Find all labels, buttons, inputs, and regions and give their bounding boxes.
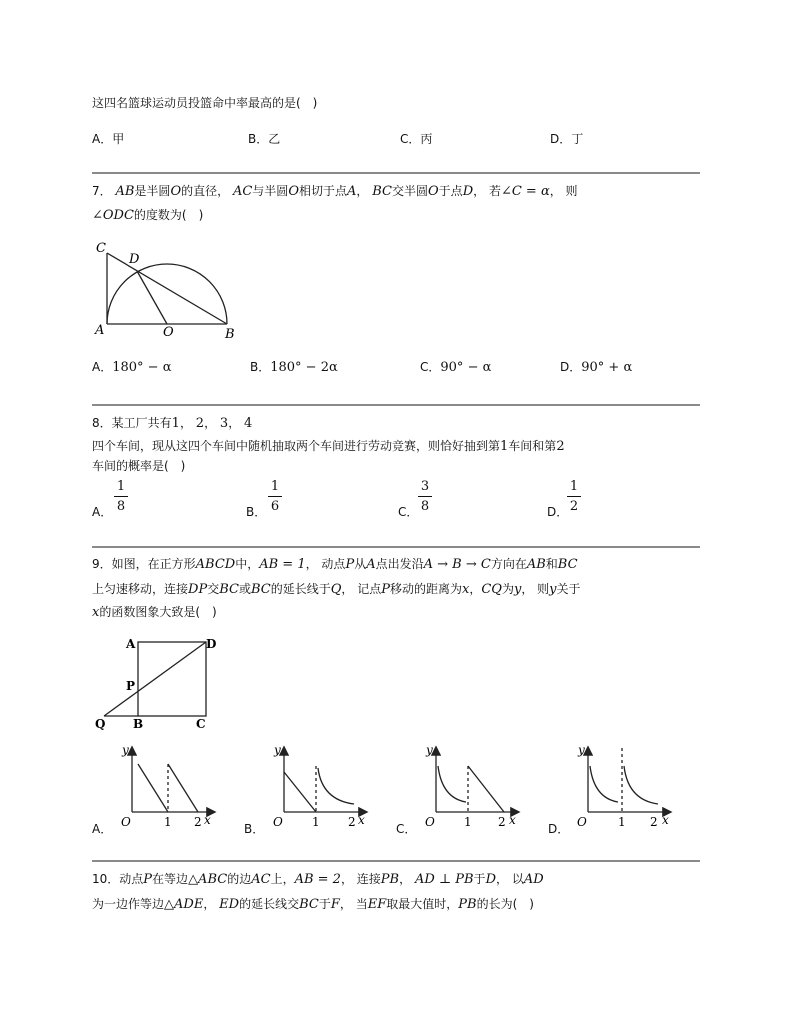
numerator: 1 <box>270 479 280 494</box>
q8-math: 2 <box>556 439 565 454</box>
q7-text: 于点 <box>438 184 463 198</box>
origin-label: O <box>425 815 435 829</box>
q7-line1 <box>92 182 578 199</box>
option-label: B． <box>246 505 267 519</box>
q10-math: BC <box>299 897 319 912</box>
label-b: B <box>133 717 144 731</box>
q7-text: 的度数为( ) <box>133 208 204 222</box>
q10-math: D <box>485 872 496 887</box>
q8-math: 2 <box>195 416 205 431</box>
q8-text: ， <box>179 416 192 430</box>
q9-math: Q <box>330 582 342 597</box>
q6-option-b[interactable]: B．乙 <box>248 132 281 146</box>
q9-text: 上匀速移动，连接 <box>92 582 189 596</box>
square-abcd <box>138 642 206 716</box>
q9-text: 的延长线于 <box>270 582 331 596</box>
q9-text: 如图，在正方形 <box>111 557 196 571</box>
q9-text: 或 <box>238 582 251 596</box>
q10-text: ， 以 <box>496 872 524 886</box>
q6-option-a[interactable]: A．甲 <box>92 132 125 146</box>
q8-text: 四个车间，现从这四个车间中随机抽取两个车间进行劳动竞赛，则恰好抽到第 <box>92 439 501 453</box>
y-label: y <box>578 743 585 757</box>
q8-text: ， <box>204 416 217 430</box>
q9-graph-b[interactable] <box>262 742 372 832</box>
q6-option-c[interactable]: C．丙 <box>400 132 433 146</box>
option-value: 90° + α <box>581 360 633 375</box>
q9-math: CQ <box>481 582 502 597</box>
fraction <box>567 479 581 514</box>
origin-label: O <box>121 815 131 829</box>
q10-math: F <box>330 897 340 912</box>
q8-math: 1 <box>171 416 180 431</box>
origin-label: O <box>273 815 283 829</box>
label-b: B <box>225 327 235 342</box>
q7-math: O <box>288 184 299 199</box>
label-c: C <box>196 717 206 731</box>
option-value: 180° − α <box>112 360 172 375</box>
q9-text: 从 <box>354 557 367 571</box>
curve-segment-1 <box>590 766 618 802</box>
q9-math: DP <box>188 582 208 597</box>
y-label: y <box>274 743 281 757</box>
q7-text: 与半圆 <box>252 184 289 198</box>
curve-segment-1 <box>438 766 466 802</box>
q9-math: AB <box>526 557 546 572</box>
divider <box>92 404 700 406</box>
segment-dq <box>104 642 206 716</box>
q8-math: 3 <box>219 416 229 431</box>
q10-line1 <box>92 870 544 887</box>
x-label: x <box>358 813 365 827</box>
q7-line2 <box>92 206 203 223</box>
tick-2: 2 <box>498 815 506 829</box>
option-label: A． <box>92 360 113 374</box>
q9-option-a[interactable]: A． <box>92 822 113 836</box>
label-d: D <box>129 252 140 267</box>
q10-text: 上， <box>270 872 295 886</box>
q9-text: ， 动点 <box>305 557 346 571</box>
option-label: C． <box>398 505 419 519</box>
q6-option-d[interactable]: D．丁 <box>550 132 584 146</box>
label-c: C <box>96 241 106 256</box>
q10-math: AD <box>523 872 544 887</box>
q10-math: P <box>143 872 153 887</box>
q7-text: 交半圆 <box>391 184 428 198</box>
denominator: 6 <box>270 499 280 514</box>
q9-text: 关于 <box>556 582 581 596</box>
q9-text: ， <box>469 582 482 596</box>
q9-text: 点出发沿 <box>375 557 424 571</box>
q9-text: 为 <box>501 582 514 596</box>
fraction-bar <box>567 496 581 497</box>
label-o: O <box>163 325 174 340</box>
q10-text: ， <box>399 872 412 886</box>
curve-segment-2 <box>624 766 658 804</box>
y-label: y <box>426 743 433 757</box>
option-label: D． <box>547 505 569 519</box>
label-a: A <box>126 637 136 651</box>
q7-text: ， 若 <box>473 184 501 198</box>
q7-math: ∠ODC <box>92 208 134 223</box>
q7-math: BC <box>372 184 392 199</box>
q9-math: BC <box>557 557 578 572</box>
q10-text: ， <box>203 897 216 911</box>
q10-text: 于 <box>318 897 331 911</box>
q7-math: ∠C = α <box>500 184 550 199</box>
q9-text: ， 则 <box>521 582 550 596</box>
tick-1: 1 <box>312 815 320 829</box>
q9-math: BC <box>250 582 271 597</box>
denominator: 2 <box>569 499 579 514</box>
q10-math: PB <box>380 872 400 887</box>
q10-text: 于 <box>473 872 486 886</box>
divider <box>92 546 700 548</box>
q8-line2 <box>92 437 565 454</box>
q7-math: O <box>170 184 182 199</box>
curve-segment-2 <box>318 768 354 804</box>
q9-text: 的函数图象大致是( ) <box>99 605 217 619</box>
q7-option-b[interactable] <box>250 358 338 375</box>
q9-line3 <box>92 603 217 620</box>
q9-option-c[interactable]: C． <box>396 822 417 836</box>
semicircle <box>107 264 227 324</box>
x-label: x <box>662 813 669 827</box>
q9-option-b[interactable]: B． <box>244 822 265 836</box>
denominator: 8 <box>420 499 430 514</box>
tick-1: 1 <box>164 815 172 829</box>
q8-text: ， <box>228 416 241 430</box>
q10-math: AC <box>251 872 271 887</box>
q9-math: A <box>366 557 376 572</box>
q8-line3: 车间的概率是( ) <box>92 459 186 473</box>
q10-text: ， 连接 <box>340 872 381 886</box>
q9-figure <box>92 632 222 732</box>
q10-text: 取最大值时， <box>386 897 459 911</box>
q10-math: △ABC <box>188 872 228 887</box>
q8-text: 某工厂共有 <box>111 416 172 430</box>
q9-text: 和 <box>545 557 558 571</box>
q9-math: x <box>462 582 470 597</box>
origin-label: O <box>577 815 587 829</box>
q10-text: 在等边 <box>152 872 189 886</box>
q9-math: A → B → C <box>423 557 491 572</box>
curve-segment-1 <box>284 772 316 812</box>
q9-math: AB = 1 <box>259 557 306 572</box>
q9-math: x <box>92 605 100 620</box>
q9-math: P <box>345 557 355 572</box>
fraction <box>418 479 432 514</box>
label-q: Q <box>95 717 106 731</box>
denominator: 8 <box>116 499 126 514</box>
q9-text: 方向在 <box>490 557 527 571</box>
q10-text: 为一边作等边 <box>92 897 165 911</box>
q10-math: EF <box>367 897 387 912</box>
q9-text: ， 记点 <box>341 582 382 596</box>
fraction-bar <box>268 496 282 497</box>
q10-math: AB = 2 <box>294 872 341 887</box>
q9-graph-c[interactable] <box>414 742 524 832</box>
q9-text: 交 <box>207 582 220 596</box>
q10-text: 的长为( ) <box>476 897 534 911</box>
q10-math: AD ⊥ PB <box>414 872 474 887</box>
q8-number: 8． <box>92 416 112 430</box>
q7-text: ， <box>356 184 369 198</box>
q6-stem: 这四名篮球运动员投篮命中率最高的是( ) <box>92 96 318 110</box>
label-a: A <box>95 323 105 338</box>
q7-math: AC <box>232 184 253 199</box>
q9-math: BC <box>219 582 239 597</box>
q9-graph-a[interactable] <box>110 742 220 832</box>
q9-line1 <box>92 555 578 572</box>
q7-math: AB <box>115 184 135 199</box>
tick-2: 2 <box>194 815 202 829</box>
x-label: x <box>204 813 211 827</box>
label-p: P <box>126 679 136 693</box>
q8-text: 车间和第 <box>508 439 557 453</box>
curve-segment-2 <box>468 766 504 812</box>
option-label: A． <box>92 505 113 519</box>
option-label: D． <box>560 360 582 374</box>
q9-number: 9． <box>92 557 112 571</box>
q7-text: 是半圆 <box>134 184 171 198</box>
numerator: 1 <box>569 479 579 494</box>
label-d: D <box>206 637 217 651</box>
option-label: B． <box>250 360 271 374</box>
numerator: 1 <box>116 479 126 494</box>
divider <box>92 860 700 862</box>
q9-line2 <box>92 580 581 597</box>
fraction <box>114 479 128 514</box>
tick-1: 1 <box>464 815 472 829</box>
q9-math: y <box>549 582 557 597</box>
q7-option-a[interactable] <box>92 358 171 375</box>
q7-text: 相切于点 <box>298 184 347 198</box>
tick-1: 1 <box>618 815 626 829</box>
option-label: C． <box>420 360 441 374</box>
q9-text: 中， <box>235 557 260 571</box>
q10-math: ED <box>219 897 240 912</box>
q7-number: 7． <box>92 184 112 198</box>
option-value: 90° − α <box>440 360 492 375</box>
numerator: 3 <box>420 479 430 494</box>
q7-text: 的直径， <box>181 184 230 198</box>
q7-math: O <box>428 184 439 199</box>
q7-math: D <box>462 184 474 199</box>
tick-2: 2 <box>348 815 356 829</box>
x-label: x <box>509 813 516 827</box>
q10-line2 <box>92 895 534 912</box>
q10-text: ， 当 <box>339 897 368 911</box>
curve-segment-2 <box>168 764 198 812</box>
fraction <box>268 479 282 514</box>
q9-text: 移动的距离为 <box>389 582 462 596</box>
curve-segment-1 <box>138 764 168 812</box>
q10-math: △ADE <box>164 897 204 912</box>
fraction-bar <box>418 496 432 497</box>
q10-text: 的边 <box>227 872 252 886</box>
q7-option-c[interactable] <box>420 358 491 375</box>
option-value: 180° − 2α <box>270 360 338 375</box>
fraction-bar <box>114 496 128 497</box>
q8-line1 <box>92 414 252 431</box>
divider <box>92 172 700 174</box>
q10-number: 10． <box>92 872 120 886</box>
tick-2: 2 <box>650 815 658 829</box>
q8-math: 4 <box>244 416 253 431</box>
q10-math: PB <box>458 897 477 912</box>
q9-graph-d[interactable] <box>566 742 676 832</box>
q9-math: y <box>513 582 522 597</box>
q8-math: 1 <box>500 439 509 454</box>
q10-text: 动点 <box>119 872 144 886</box>
q7-option-d[interactable] <box>560 358 632 375</box>
q9-math: P <box>381 582 390 597</box>
y-label: y <box>122 743 129 757</box>
q7-math: A <box>347 184 357 199</box>
q9-option-d[interactable]: D． <box>548 822 570 836</box>
q9-graph-options <box>92 742 700 838</box>
q7-figure <box>92 236 252 344</box>
q10-text: 的延长线交 <box>239 897 300 911</box>
q9-math: ABCD <box>195 557 236 572</box>
q7-text: ， 则 <box>549 184 578 198</box>
